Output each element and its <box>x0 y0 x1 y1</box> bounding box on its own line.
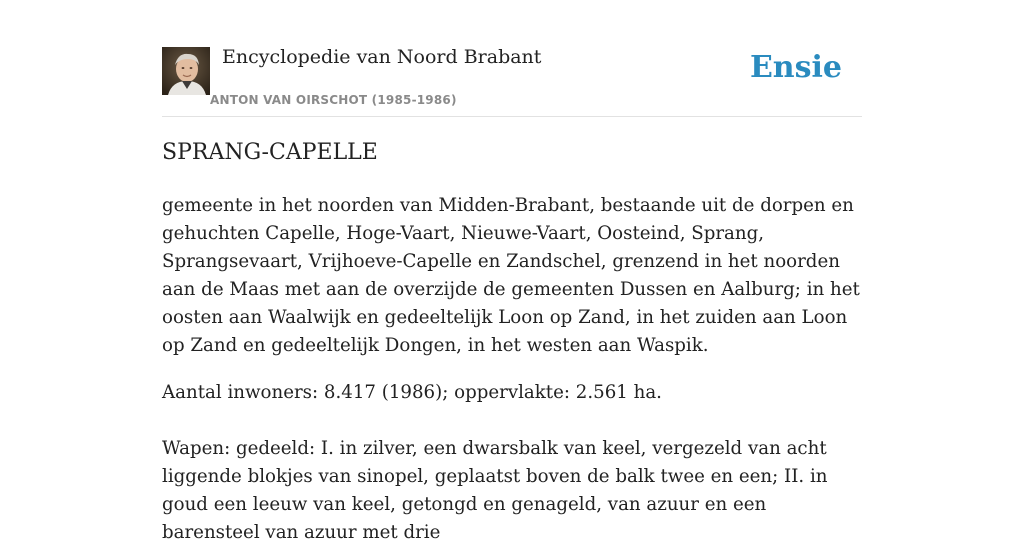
ensie-logo[interactable]: Ensie <box>749 50 842 85</box>
coat-of-arms-paragraph: Wapen: gedeeld: I. in zilver, een dwarsbalk van keel, vergezeld van acht liggende blokjes van sinopel, geplaatst boven de balk twee en een; II. in goud een leeuw van keel, getongd en genageld, van azuur en een barensteel van azuur met drie <box>162 438 828 543</box>
entry-title: SPRANG-CAPELLE <box>162 140 378 165</box>
author-name: ANTON VAN OIRSCHOT (1985-1986) <box>210 93 457 107</box>
author-avatar[interactable] <box>162 47 210 95</box>
source-title-link[interactable]: Encyclopedie van Noord Brabant <box>222 46 542 68</box>
portrait-icon <box>162 47 210 95</box>
definition-paragraph: gemeente in het noorden van Midden-Brabant, bestaande uit de dorpen en gehuchten Capelle, Hoge-Vaart, Nieuwe-Vaart, Oosteind, Sprang, Sprangsevaart, Vrijhoeve-Capelle en Zandschel, grenzend in het noorden aan de Maas met aan de overzijde de gemeenten Dussen en Aalburg; in het oosten aan Waalwijk en gedeeltelijk Loon op Zand, in het zuiden aan Loon op Zand en gedeeltelijk Dongen, in het westen aan Waspik. <box>162 195 860 356</box>
population-paragraph: Aantal inwoners: 8.417 (1986); oppervlakte: 2.561 ha. <box>162 382 662 403</box>
entry-header <box>162 46 862 117</box>
